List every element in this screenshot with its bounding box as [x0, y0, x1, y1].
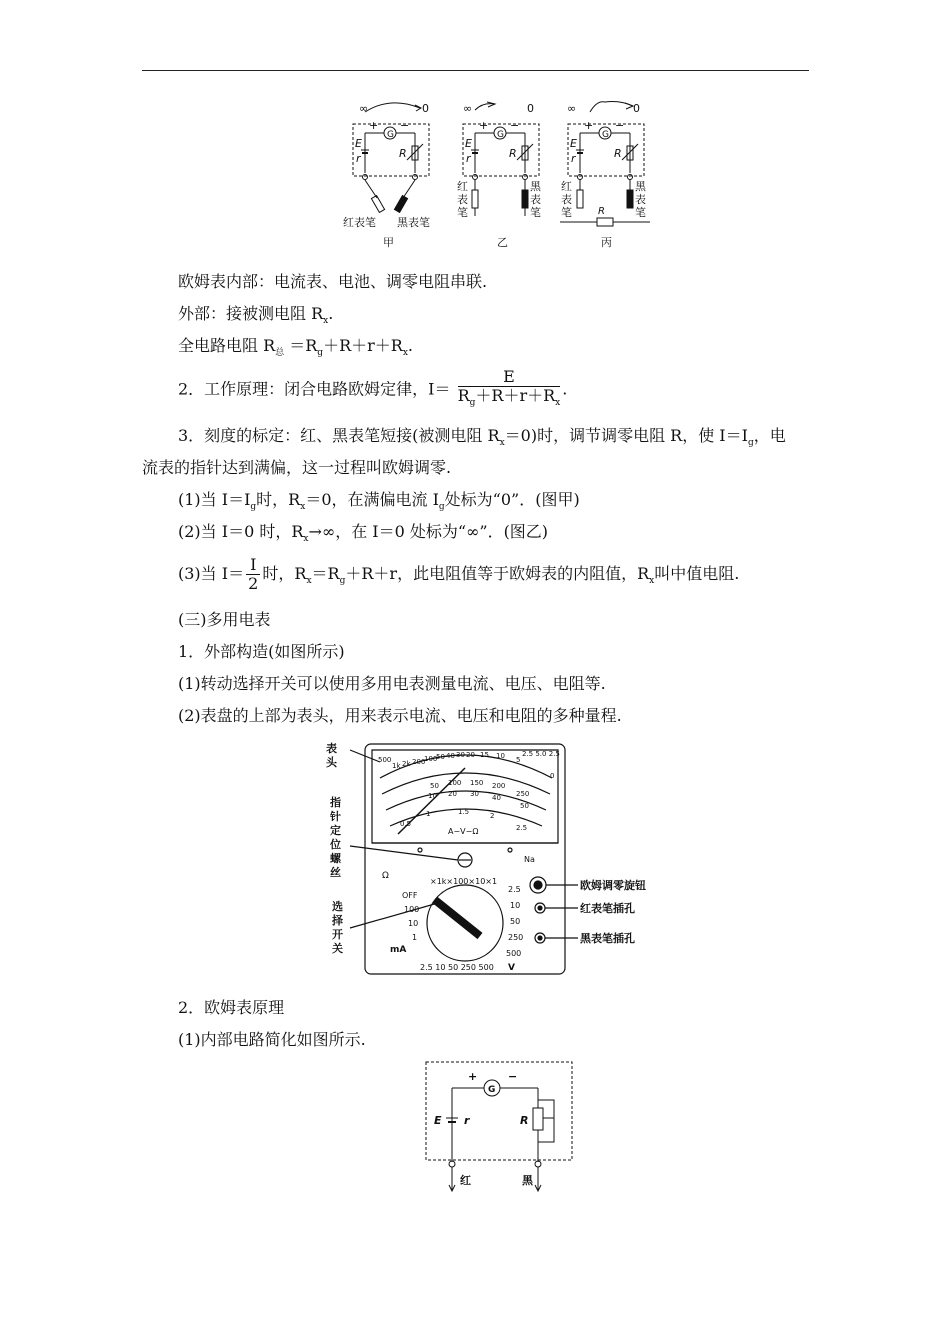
case1-c: ＝0，在满偏电流 I [305, 490, 439, 509]
mid-100: 100 [448, 779, 462, 787]
para-case-1: (1)当 $I=I_g$时，$R_x=0$，在满偏电流 $I_g$处标为“0”．(图甲) [178, 490, 580, 512]
scale-200: 200 [412, 758, 426, 766]
bing-zero: 0 [633, 102, 640, 115]
para-calibration: 3．刻度的标定：红、黑表笔短接(被测电阻 $R_x=0$)时，调节调零电阻 R，使 $I=I_g$，电 [178, 426, 786, 448]
yi-zero: 0 [527, 102, 534, 115]
low-1.5: 1.5 [458, 808, 470, 816]
label-biaotou-2: 头 [326, 756, 337, 769]
low-2: 2 [490, 812, 495, 820]
para-switch: (1)转动选择开关可以使用多用电表测量电流、电压、电阻等. [178, 674, 606, 693]
label-zhizhen-4: 位 [330, 838, 341, 851]
bing-black-1: 黑 [635, 180, 646, 193]
mid2-30: 30 [470, 790, 479, 798]
case1-d: 处标为“0”．(图甲) [444, 490, 580, 509]
case3-c: ＝R [311, 564, 340, 583]
mid-250: 250 [516, 790, 530, 798]
bing-plus: + [584, 119, 594, 132]
mid2-10: 10 [428, 792, 437, 800]
principle-numerator: E [458, 368, 561, 387]
yi-black-1: 黑 [530, 180, 541, 193]
scale-100: 100 [424, 755, 438, 763]
scale-30: 30 [456, 751, 465, 759]
v-50: 50 [510, 917, 521, 926]
fig3-r: r [464, 1114, 470, 1127]
para-calibration-2: 流表的指针达到满偏，这一过程叫欧姆调零. [142, 458, 452, 477]
para-structure: 1．外部构造(如图所示) [178, 642, 345, 661]
para-internal: 欧姆表内部：电流表、电池、调零电阻串联. [178, 272, 488, 291]
bing-red-1: 红 [561, 180, 572, 193]
case3-b: 时，R [262, 564, 307, 583]
mid2-50: 50 [520, 802, 529, 810]
scale-50: 50 [436, 753, 445, 761]
multimeter-figure [320, 738, 670, 988]
bing-red-3: 笔 [561, 206, 572, 219]
total-r-label: 全电路电阻 R [178, 336, 276, 355]
section-multimeter: (三)多用电表 [178, 610, 271, 629]
v-10: 10 [510, 901, 521, 910]
scale-0: 0 [550, 772, 555, 780]
low-2.5: 2.5 [516, 824, 528, 832]
mid-150: 150 [470, 779, 484, 787]
bing-rx: R [598, 206, 605, 217]
yi-red-3: 笔 [457, 206, 468, 219]
jia-g: G [387, 130, 394, 140]
principle-fraction [458, 368, 561, 412]
fig3-red: 红 [460, 1174, 471, 1187]
para-case-2: (2)当 I＝0 时，$R_x\to\infty$，在 I＝0 处标为“∞”．(图乙) [178, 522, 549, 544]
para-external-text: 外部：接被测电阻 R [178, 304, 324, 323]
caption-bing: 丙 [601, 236, 612, 249]
bing-e: E [570, 137, 577, 150]
scale-10: 10 [496, 752, 505, 760]
case3-e: 叫中值电阻. [654, 564, 740, 583]
para-simplified: (1)内部电路简化如图所示. [178, 1030, 366, 1049]
fig3-e: E [434, 1114, 442, 1127]
label-xuanze-2: 择 [332, 914, 343, 927]
bing-g: G [602, 130, 609, 140]
principle-text: 2．工作原理：闭合电路欧姆定律，I＝ [178, 379, 451, 399]
label-zhizhen-2: 针 [330, 810, 341, 823]
case2-a: (2)当 I＝0 时，R [178, 522, 304, 541]
scale-40: 40 [446, 752, 455, 760]
yi-e: E [465, 137, 472, 150]
jia-inf: ∞ [359, 102, 369, 115]
para-dial: (2)表盘的上部为表头，用来表示电流、电压和电阻的多种量程. [178, 706, 622, 725]
omega-label: Ω [382, 871, 389, 881]
fig3-plus: + [468, 1070, 478, 1083]
low-1: 1 [426, 810, 431, 818]
off-label: OFF [402, 891, 418, 900]
jia-black-pen: 黑表笔 [397, 216, 430, 229]
scale-500: 500 [378, 756, 392, 764]
bing-inf: ∞ [567, 102, 577, 115]
case1-b: 时，R [256, 490, 301, 509]
scale-2k: 2k [402, 760, 411, 768]
jia-minus: − [400, 119, 410, 132]
label-zhizhen-6: 丝 [330, 866, 341, 879]
case3-d: ＋R＋r，此电阻值等于欧姆表的内阻值，R [345, 564, 650, 583]
principle-denominator: $R_g+R+r+R_x$ [457, 386, 561, 408]
avo-label: A−V−Ω [448, 827, 479, 836]
jia-red-pen: 红表笔 [343, 216, 376, 229]
label-xuanze-3: 开 [332, 928, 343, 941]
yi-g: G [497, 130, 504, 140]
fig3-minus: − [508, 1070, 518, 1083]
scale-15: 15 [480, 751, 489, 759]
jia-zero: 0 [422, 102, 429, 115]
bing-minus: − [615, 119, 625, 132]
label-zhizhen-1: 指 [330, 796, 341, 809]
ma-1: 1 [412, 933, 418, 942]
label-zhizhen-3: 定 [330, 824, 341, 837]
jia-R: R [399, 147, 407, 160]
mid2-40: 40 [492, 794, 501, 802]
scale-1k: 1k [392, 762, 401, 770]
yi-black-3: 笔 [530, 206, 541, 219]
label-xuanze-4: 关 [332, 942, 343, 955]
case3-den: 2 [248, 574, 259, 593]
mid2-20: 20 [448, 790, 457, 798]
v-2.5: 2.5 [508, 885, 521, 894]
label-red-jack: 红表笔插孔 [580, 902, 635, 915]
yi-minus: − [510, 119, 520, 132]
low-0.5: 0.5 [400, 820, 412, 828]
label-ohm-knob: 欧姆调零旋钮 [580, 879, 646, 892]
caption-jia: 甲 [383, 236, 394, 249]
label-biaotou-1: 表 [326, 742, 337, 755]
v-unit: V [508, 963, 515, 973]
mid-200: 200 [492, 782, 506, 790]
label-black-jack: 黑表笔插孔 [580, 932, 635, 945]
case3-fraction [246, 556, 260, 593]
scale-20: 20 [466, 751, 475, 759]
caption-yi: 乙 [497, 236, 508, 249]
para-ohmmeter-principle: 2．欧姆表原理 [178, 998, 285, 1017]
para-case-3: (3)当 I＝ $\frac{I}{2}$ 时，$R_x=R_g+R+r$，此电阻值等于欧姆表的内阻值，$R_x$叫中值电阻. [178, 555, 740, 593]
selector-knob [435, 900, 480, 936]
jia-plus: + [369, 119, 379, 132]
yi-plus: + [479, 119, 489, 132]
case2-b: →∞，在 I＝0 处标为“∞”．(图乙) [308, 522, 549, 541]
calib-a: 3．刻度的标定：红、黑表笔短接(被测电阻 R [178, 426, 500, 445]
para-total-resistance: 全电路电阻 $R_总 =R_g+R+r+R_x$. [178, 336, 413, 358]
ma-unit: mA [390, 945, 407, 955]
para-principle: 2．工作原理：闭合电路欧姆定律，I＝ $\frac{E}{R_g+R+r+R_x}$ . [178, 368, 567, 412]
ma-10: 10 [408, 919, 419, 928]
circuit-jia [353, 103, 429, 213]
yi-R: R [509, 147, 517, 160]
bing-r: r [571, 152, 576, 165]
v-250: 250 [508, 933, 524, 942]
na-label: Na [524, 855, 535, 864]
label-xuanze-1: 选 [332, 900, 343, 913]
bing-black-3: 笔 [635, 206, 646, 219]
yi-inf: ∞ [463, 102, 473, 115]
case1-a: (1)当 I＝I [178, 490, 251, 509]
scale-5: 5 [516, 756, 521, 764]
mult-label: ×1k×100×10×1 [430, 877, 498, 886]
para-external: 外部：接被测电阻 $R_x$. [178, 304, 334, 326]
mid-50: 50 [430, 782, 439, 790]
yi-black-2: 表 [530, 193, 541, 206]
fig3-black: 黑 [522, 1174, 533, 1187]
v-500: 500 [506, 949, 522, 958]
header-rule [142, 70, 809, 71]
scale-ac: 2.5 5.0 2.5 [522, 750, 560, 758]
label-zhizhen-5: 螺 [330, 852, 341, 865]
calib-b: ＝0)时，调节调零电阻 R，使 I＝I [504, 426, 748, 445]
yi-red-1: 红 [457, 180, 468, 193]
ohmmeter-circuits-figure [335, 98, 655, 253]
simplified-circuit-figure [420, 1060, 580, 1200]
ma-100: 100 [404, 905, 420, 914]
calib-c: ，电 [753, 426, 786, 445]
jia-e: E [355, 137, 362, 150]
bing-R: R [614, 147, 622, 160]
case3-a: (3)当 I＝ [178, 564, 245, 583]
yi-red-2: 表 [457, 193, 468, 206]
jia-r: r [356, 152, 361, 165]
bing-red-2: 表 [561, 193, 572, 206]
v-bottom: 2.5 10 50 250 500 [420, 963, 494, 972]
circuit-yi [463, 102, 539, 216]
fig3-R: R [520, 1114, 529, 1127]
case3-num: I [246, 556, 260, 575]
bing-black-2: 表 [635, 193, 646, 206]
yi-r: r [466, 152, 471, 165]
fig3-g: G [488, 1085, 496, 1095]
